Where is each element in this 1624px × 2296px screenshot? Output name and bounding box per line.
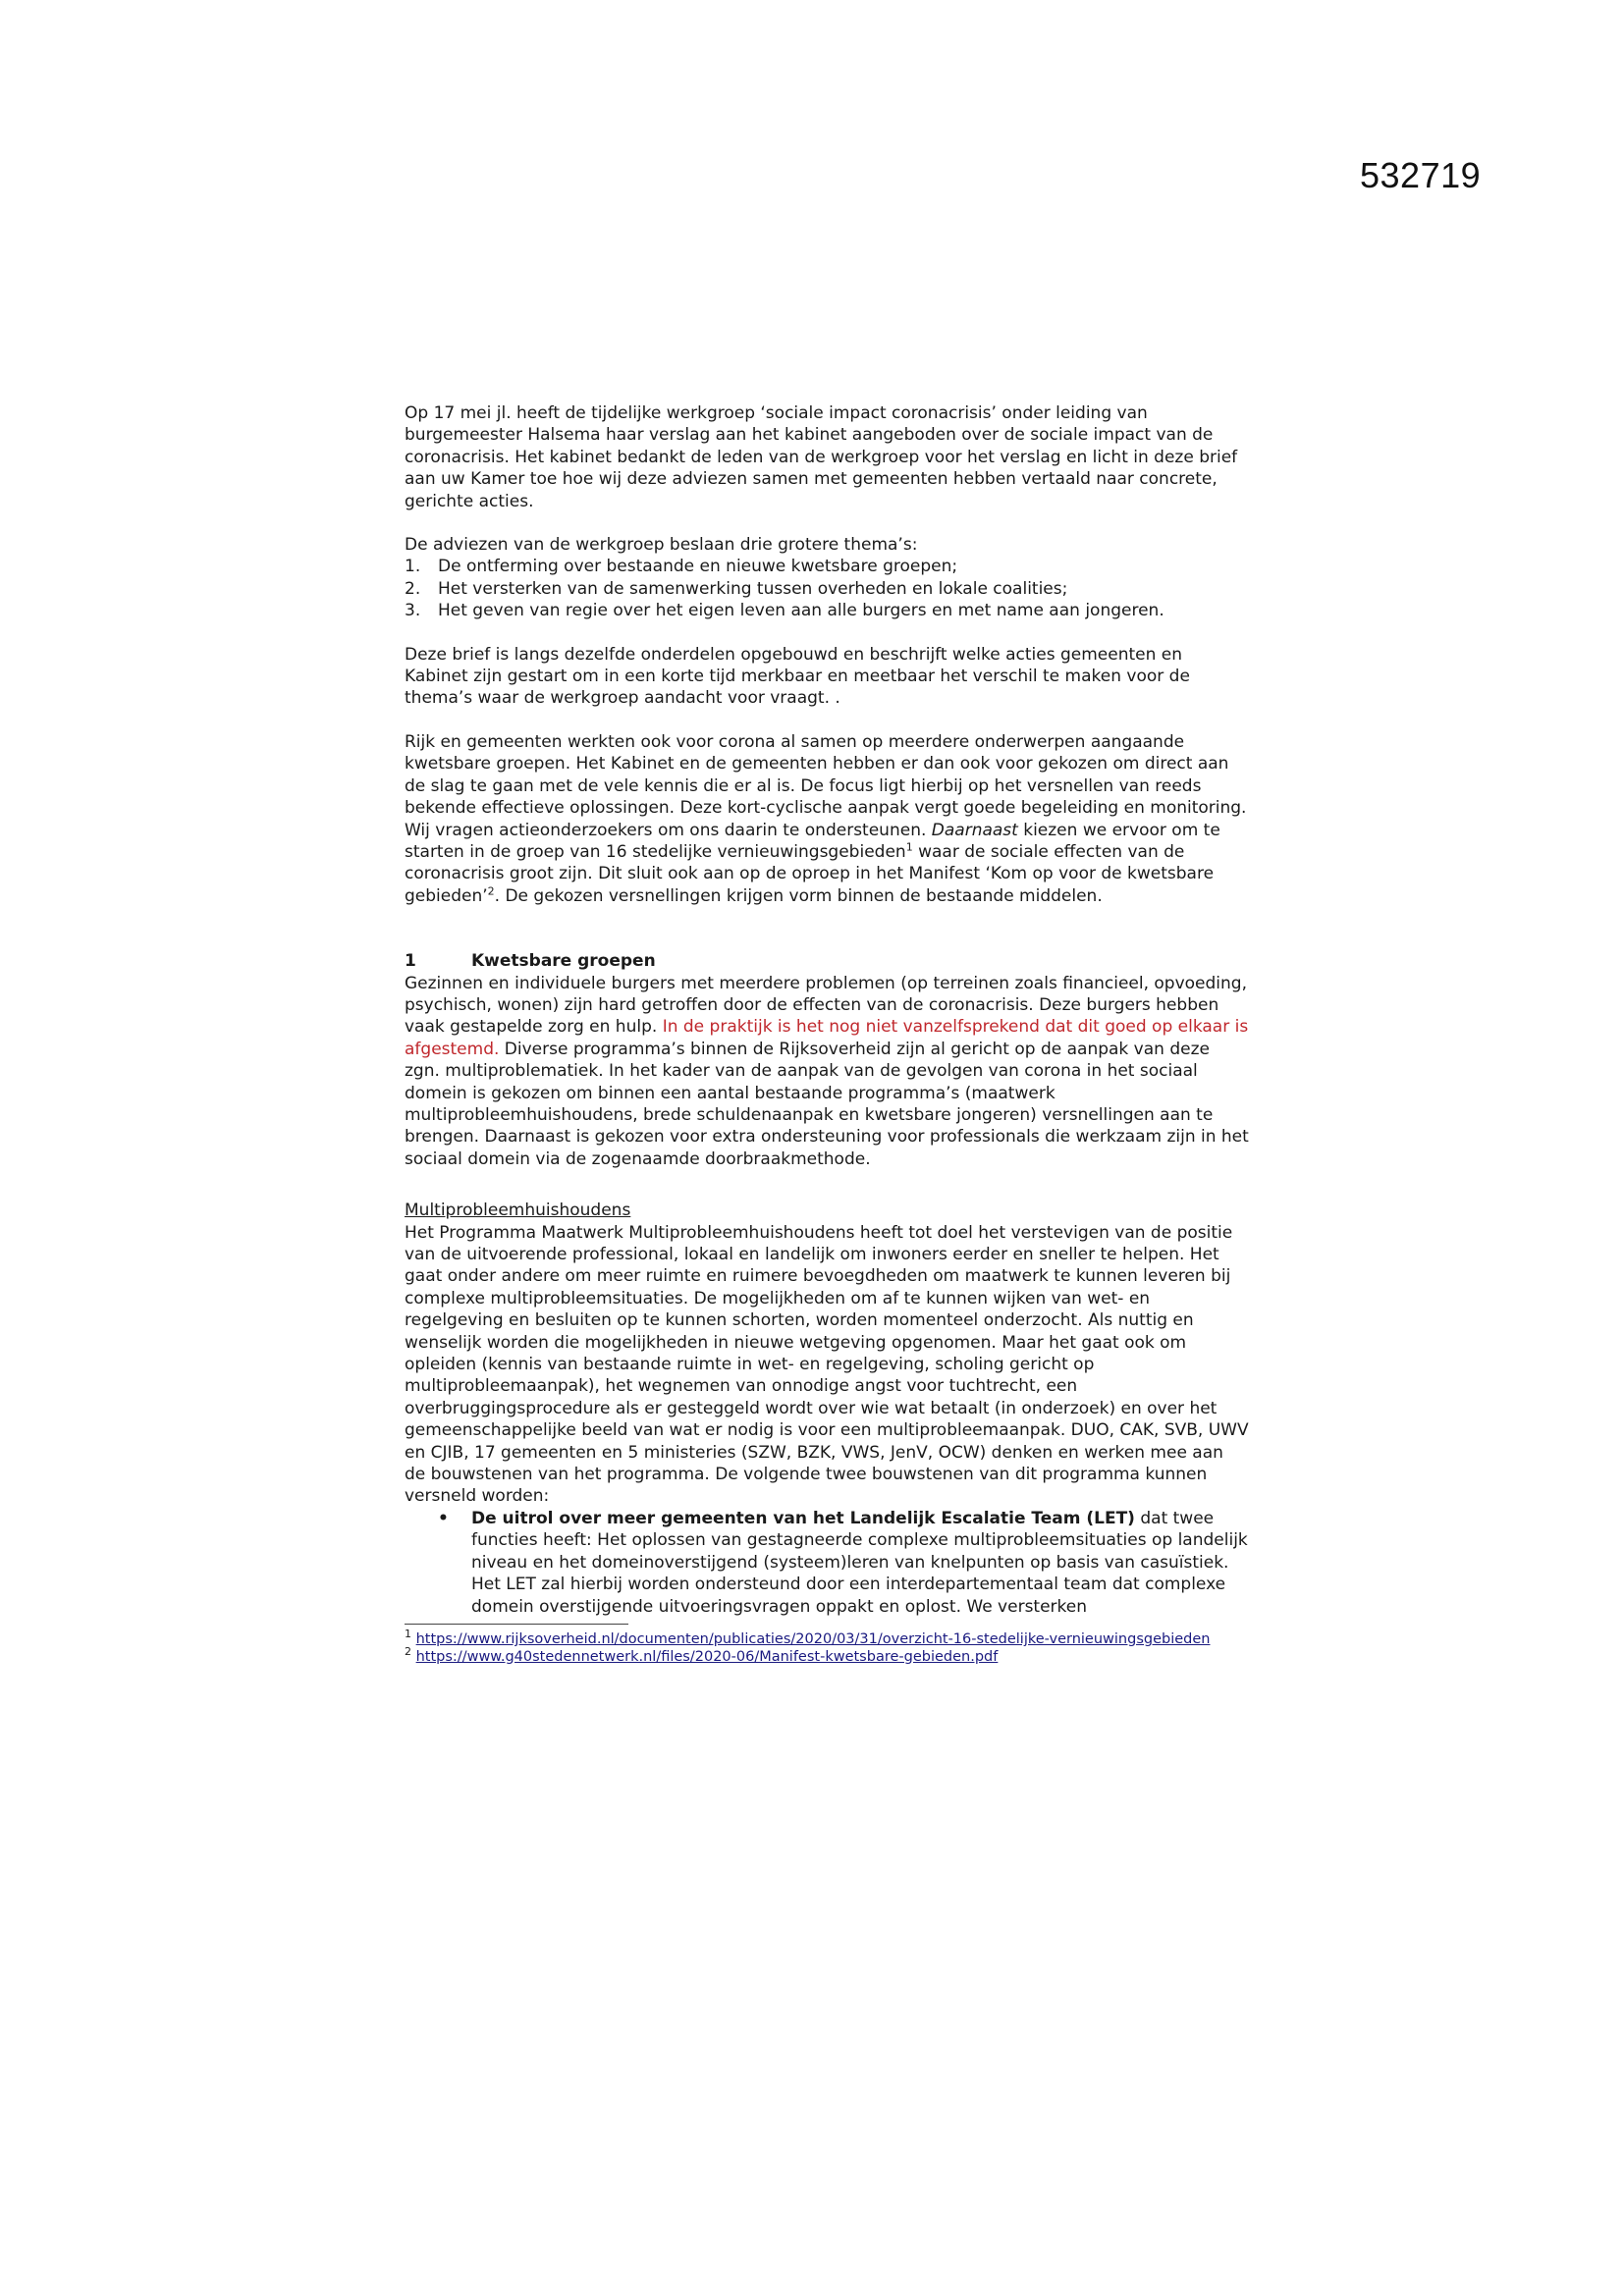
footnote-link-2[interactable]: https://www.g40stedennetwerk.nl/files/2020-06/Manifest-kwetsbare-gebieden.pdf (415, 1648, 999, 1665)
bullet-text (471, 1508, 1249, 1618)
themes-list (405, 556, 1249, 621)
footnote-ref-2[interactable]: 2 (487, 884, 495, 898)
list-item-text: Het geven van regie over het eigen leven aan alle burgers en met name aan jongeren. (438, 601, 1164, 621)
themes-intro: De adviezen van de werkgroep beslaan drie grotere thema’s: (405, 535, 918, 556)
bullet-icon: • (438, 1508, 449, 1528)
list-item-text: De ontferming over bestaande en nieuwe kwetsbare groepen; (438, 557, 958, 577)
footnote-1 (405, 1628, 1249, 1649)
footnote-link-1[interactable]: https://www.rijksoverheid.nl/documenten/publicaties/2020/03/31/overzicht-16-stedelijke-vernieuwingsgebieden (415, 1631, 1211, 1647)
cooperation-text-2: kiezen we ervoor om te starten in de groep van 16 stedelijke vernieuwingsgebieden (405, 820, 1220, 862)
cooperation-text-4: . De gekozen versnellingen krijgen vorm binnen de bestaande middelen. (494, 885, 1103, 906)
list-item-number: 1. (405, 557, 421, 577)
list-item-text: Het versterken van de samenwerking tussen overheden en lokale coalities; (438, 578, 1068, 599)
section-kwetsbare-groepen (405, 950, 1249, 1170)
list-item (438, 1508, 1249, 1618)
list-item (405, 556, 1249, 577)
document-number: 532719 (1360, 155, 1482, 195)
intro-paragraph: Op 17 mei jl. heeft de tijdelijke werkgroep ‘sociale impact coronacrisis’ onder leiding van burgemeester Halsema haar verslag aan het kabinet aangeboden over de sociale impact van de coronacrisis. Het kabinet bedankt de leden van de werkgroep voor het verslag en licht in deze brief aan uw Kamer toe hoe wij deze adviezen samen met gemeenten hebben vertaald naar concrete, gerichte acties. (405, 403, 1238, 511)
cooperation-text-3: waar de sociale effecten van de coronacrisis groot zijn. Dit sluit ook aan op de oproep in het Manifest ‘Kom op voor de kwetsbare gebieden’ (405, 841, 1215, 906)
section-text-1: Gezinnen en individuele burgers met meerdere problemen (op terreinen zoals financieel, opvoeding, psychisch, wonen) zijn hard getroffen door de effecten van de coronacrisis. Deze burgers hebben vaak gestapelde zorg en hulp. (405, 973, 1247, 1038)
subsection-paragraph: Het Programma Maatwerk Multiprobleemhuishoudens heeft tot doel het verstevigen van de positie van de uitvoerende professional, lokaal en landelijk om inwoners eerder en sneller te helpen. Het gaat onder andere om meer ruimte en ruimere bevoegdheden om maatwerk te kunnen leveren bij complexe multiprobleemsituaties. De mogelijkheden om af te kunnen wijken van wet- en regelgeving en besluiten op te kunnen schorten, worden momenteel onderzocht. Als nuttig en wenselijk worden die mogelijkheden in nieuwe wetgeving opgenomen. Maar het gaat ook om opleiden (kennis van bestaande ruimte in wet- en regelgeving, scholing gericht op multiprobleemaanpak), het wegnemen van onnodige angst voor tuchtrecht, een overbruggingsprocedure als er gesteggeld wordt over wie wat betaalt (in onderzoek) en over het gemeenschappelijke beeld van wat er nodig is voor een multiprobleemaanpak. DUO, CAK, SVB, UWV en CJIB, 17 gemeenten en 5 ministeries (SZW, BZK, VWS, JenV, OCW) denken en werken mee aan de bouwstenen van het programma. De volgende twee bouwstenen van dit programma kunnen versneld worden: (405, 1222, 1249, 1507)
list-item (405, 600, 1249, 621)
section-number: 1 (405, 951, 416, 972)
cooperation-text-1: Rijk en gemeenten werkten ook voor corona al samen op meerdere onderwerpen aangaande kwetsbare groepen. Het Kabinet en de gemeenten hebben er dan ook voor gekozen om direct aan de slag te gaan met de vele kennis die er al is. De focus ligt hierbij op het versnellen van reeds bekende effectieve oplossingen. Deze kort-cyclische aanpak vergt goede begeleiding en monitoring. Wij vragen actieonderzoekers om ons daarin te ondersteunen. (405, 731, 1247, 840)
footnote-ref-1[interactable]: 1 (905, 840, 913, 854)
list-item-number: 2. (405, 578, 421, 599)
section-paragraph (405, 973, 1249, 1171)
cooperation-italic: Daarnaast (931, 820, 1018, 840)
list-item (405, 578, 1249, 600)
section-heading (405, 950, 1249, 972)
footnote-number: 2 (405, 1644, 411, 1658)
footnote-divider (405, 1624, 628, 1625)
structure-paragraph: Deze brief is langs dezelfde onderdelen opgebouwd en beschrijft welke acties gemeenten en Kabinet zijn gestart om in een korte tijd merkbaar en meetbaar het verschil te maken voor de thema’s waar de werkgroep aandacht voor vraagt. . (405, 644, 1190, 709)
footnotes (405, 1624, 1249, 1666)
bullet-bold-text: De uitrol over meer gemeenten van het Landelijk Escalatie Team (LET) (471, 1508, 1135, 1528)
bullet-body-text: dat twee functies heeft: Het oplossen van gestagneerde complexe multiprobleemsituaties op landelijk niveau en het domeinoverstijgend (systeem)leren van knelpunten op basis van casuïstiek. Het LET zal hierbij worden ondersteund door een interdepartementaal team dat complexe domein overstijgende uitvoeringsvragen oppakt en oplost. We versterken (471, 1508, 1248, 1617)
footnote-2 (405, 1644, 1249, 1667)
highlighted-comment-text: In de praktijk is het nog niet vanzelfsprekend dat dit goed op elkaar is afgestemd. (405, 1017, 1249, 1059)
footnote-number: 1 (405, 1628, 411, 1641)
subsection-multiprobleemhuishoudens (405, 1200, 1249, 1618)
bullet-list (405, 1508, 1249, 1618)
letter-body (405, 402, 1249, 1618)
subsection-title: Multiprobleemhuishoudens (405, 1201, 631, 1221)
section-text-2: Diverse programma’s binnen de Rijksoverheid zijn al gericht op de aanpak van deze zgn. multiproblematiek. In het kader van de aanpak van de gevolgen van corona in het sociaal domein is gekozen om binnen een aantal bestaande programma’s (maatwerk multiprobleemhuishoudens, brede schuldenaanpak en kwetsbare jongeren) versnellingen aan te brengen. Daarnaast is gekozen voor extra ondersteuning voor professionals die werkzaam zijn in het sociaal domein via de zogenaamde doorbraakmethode. (405, 1039, 1249, 1169)
themes-block (405, 534, 1249, 622)
cooperation-paragraph (405, 731, 1249, 907)
section-title: Kwetsbare groepen (471, 951, 656, 972)
list-item-number: 3. (405, 601, 421, 621)
